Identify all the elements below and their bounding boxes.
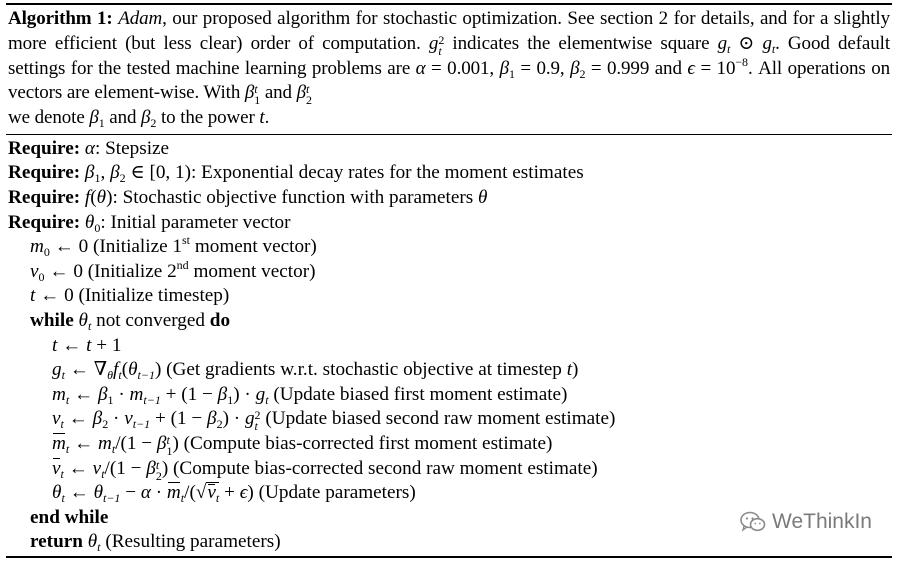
do-keyword: do <box>209 309 231 331</box>
while-line: while $\theta_t$ not converged do <box>30 309 231 333</box>
require-initial-params: Require: $\theta_0$: Initial parameter vector <box>8 211 291 235</box>
step-second-moment: $v_t$ ← $\beta_2 \cdot v_{t-1} + (1 - \beta_2) \cdot g$ 2 t (Update biased second raw moment estimate) <box>52 408 616 434</box>
algorithm-name: Adam <box>118 8 163 29</box>
caption-text-2: indicates the elementwise square <box>444 32 718 54</box>
step-bias-corrected-m: $m_t$ ← $m_t/(1 - \beta$ t 1 ) (Compute bias-corrected first moment estimate) <box>52 432 553 458</box>
while-keyword: while <box>30 309 74 331</box>
require-keyword: Require: <box>8 162 81 184</box>
end-while-keyword: end while <box>30 506 109 528</box>
return-keyword: return <box>30 531 83 553</box>
algorithm-caption: Algorithm 1: Adam, our proposed algorithm for stochastic optimization. See section 2 for details, and for a slightly more efficient (but less clear) order of computation. g 2 t indicates the elementwise square $g_t$ ⊙ $g_t$. Good default settings for the tested machine learning problems are α = 0.001, $\beta_1 = 0.9$, $\beta_2 = 0.999$ and $\epsilon = 10^{-8}$. All operations on vectors are element-wise. With β t 1 and β t 2 we denote $\beta_1$ and $\beta_2$ to the power t. <box>8 8 891 131</box>
return-line: return $\theta_t$ (Resulting parameters) <box>30 531 281 555</box>
init-timestep: t ← 0 (Initialize timestep) <box>30 285 230 307</box>
algorithm-label: Algorithm 1: <box>8 8 113 29</box>
require-objective: Require: f(θ): Stochastic objective function with parameters θ <box>8 186 488 208</box>
require-keyword: Require: <box>8 137 81 159</box>
step-bias-corrected-v: $v_t$ ← $v_t/(1 - \beta$ t 2 ) (Compute bias-corrected second raw moment estimate) <box>52 457 598 483</box>
bottom-rule <box>6 556 892 558</box>
caption-text-5: we denote <box>8 107 90 129</box>
wechat-icon <box>740 511 766 533</box>
init-v0: $v_0$ ← 0 (Initialize 2nd moment vector) <box>30 257 316 284</box>
caption-text-3: . Good default settings for the tested machine learning problems are <box>8 32 891 79</box>
caption-text-1: , our proposed algorithm for stochastic optimization. See section 2 for details, and for a slightly more efficient (but less clear) order of computation. <box>8 8 891 54</box>
caption-text-4: . All operations on vectors are element-wise. With <box>8 57 891 104</box>
caption-text-6: to the power <box>156 107 260 129</box>
algorithm-body <box>6 135 892 555</box>
require-keyword: Require: <box>8 186 81 208</box>
step-increment-t: t ← t + 1 <box>52 334 122 356</box>
step-update-params: $\theta_t$ ← $\theta_{t-1} - \alpha \cdot m_t/(√v_t + \epsilon)$ (Update parameters) <box>52 482 416 506</box>
step-first-moment: $m_t$ ← $\beta_1 \cdot m_{t-1} + (1 - \beta_1) \cdot g_t$ (Update biased first moment estimate) <box>52 383 568 407</box>
require-decay-rates: Require: $\beta_1$, $\beta_2$ ∈ [0, 1): Exponential decay rates for the moment estimates <box>8 162 584 186</box>
step-gradient: $g_t$ ← $\nabla_\theta f_t(\theta_{t-1})$ (Get gradients w.r.t. stochastic objective at timestep t) <box>52 359 579 383</box>
require-keyword: Require: <box>8 211 81 233</box>
watermark <box>740 510 872 534</box>
watermark-text: WeThinkIn <box>772 510 872 533</box>
require-stepsize: Require: α: Stepsize <box>8 137 170 159</box>
algorithm-block <box>6 3 892 558</box>
init-m0: $m_0$ ← 0 (Initialize 1st moment vector) <box>30 233 317 260</box>
